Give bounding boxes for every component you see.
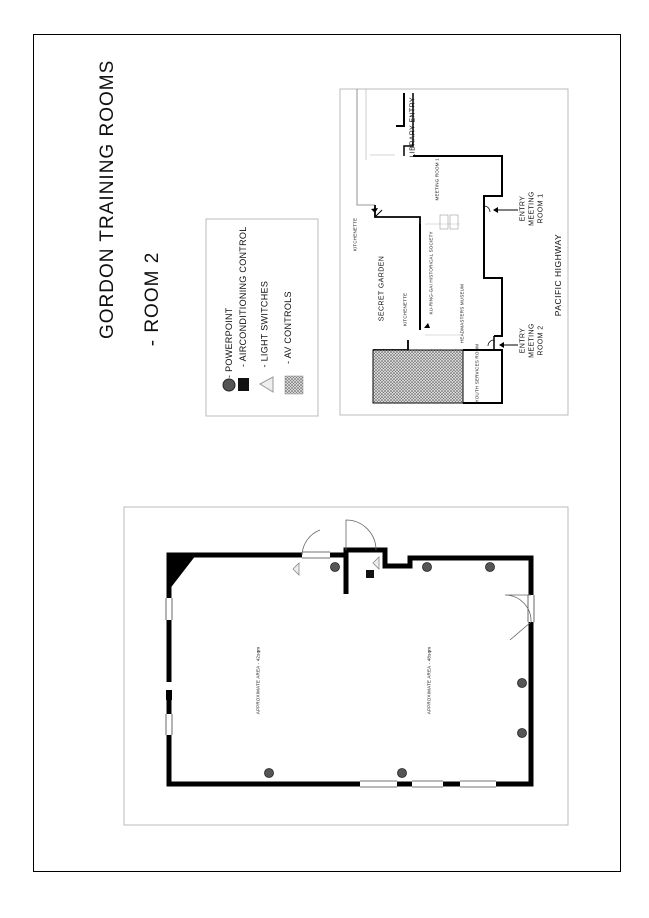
powerpoint-icon: [423, 563, 432, 572]
meeting-room-1-label: MEETING ROOM 1: [434, 158, 440, 201]
legend-label-av-controls: - AV CONTROLS: [283, 291, 293, 364]
library-entry-label: LIBRARY ENTRY: [409, 97, 417, 158]
approximate-area-2-label: APPROXIMATE AREA - 48sqm: [426, 646, 432, 715]
av-controls-icon: [285, 376, 303, 394]
powerpoint-icon: [518, 729, 527, 738]
headmasters-museum-label: HEADMASTERS MUSEUM: [459, 283, 465, 344]
youth-services-room: [373, 350, 463, 403]
entry-meeting-room-2-line2: MEETING: [528, 323, 536, 358]
light-switch-icon: [260, 377, 273, 392]
door-swing-right: [505, 595, 531, 622]
entry-meeting-room-1-line1: ENTRY: [519, 195, 527, 222]
aircon-control-icon: [238, 378, 249, 391]
light-switch-icon: [293, 563, 299, 575]
light-switch-icon: [373, 557, 379, 569]
powerpoint-icon: [518, 679, 527, 688]
historical-society-label: KU-RING-GAI HISTORICAL SOCIETY: [428, 231, 434, 315]
site-plan: [340, 89, 568, 415]
kitchenette-top-label: KITCHENETTE: [352, 217, 358, 252]
kitchenette-bottom-label: KITCHENETTE: [402, 292, 408, 327]
powerpoint-icon: [265, 769, 274, 778]
entry-meeting-room-2-line1: ENTRY: [519, 327, 527, 354]
page-subtitle: - ROOM 2: [142, 251, 163, 347]
legend-label-light-switches: - LIGHT SWITCHES: [259, 280, 270, 368]
entry-meeting-room-1-line3: ROOM 1: [537, 193, 545, 224]
door-swing-top: [346, 520, 376, 550]
legend-label-powerpoint: - POWERPOINT: [224, 307, 234, 378]
powerpoint-icon: [398, 769, 407, 778]
powerpoint-icon: [223, 379, 235, 391]
entry-meeting-room-1-line2: MEETING: [528, 191, 536, 226]
approximate-area-1-label: APPROXIMATE AREA - 42sqm: [255, 646, 261, 715]
powerpoint-icon: [486, 563, 495, 572]
legend-label-aircon: - AIRCONDITIONING CONTROL: [238, 226, 248, 367]
secret-garden-label: SECRET GARDEN: [378, 255, 386, 322]
youth-services-label: YOUTH SERVICES ROOM: [474, 343, 480, 403]
corner-column: [169, 555, 196, 590]
page-title: GORDON TRAINING ROOMS: [97, 59, 118, 339]
aircon-control-icon: [366, 570, 374, 578]
pacific-highway-label: PACIFIC HIGHWAY: [553, 233, 563, 317]
powerpoint-icon: [331, 563, 340, 572]
floor-plan: [124, 507, 568, 825]
entry-meeting-room-2-line3: ROOM 2: [537, 325, 545, 356]
